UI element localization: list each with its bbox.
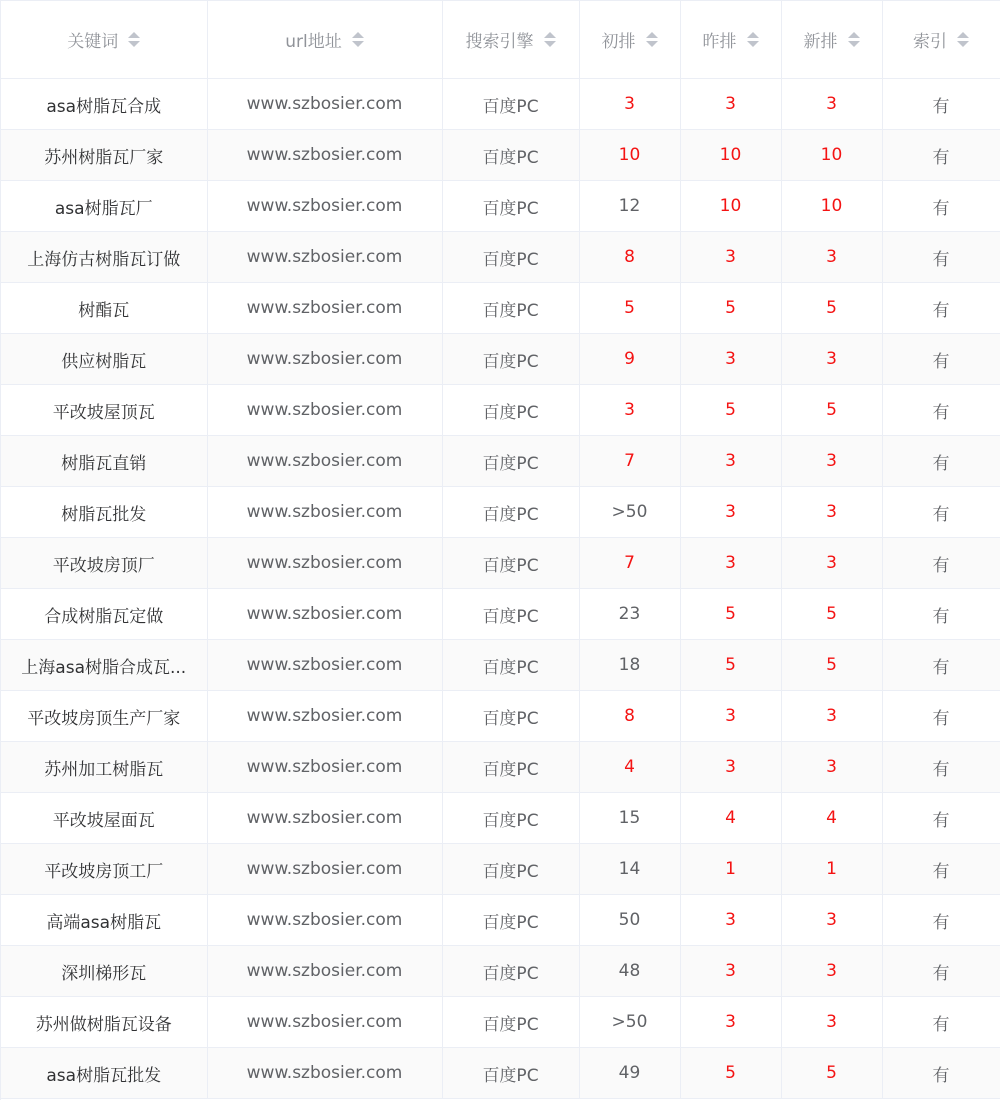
- cell-index: 有: [882, 1048, 1000, 1099]
- cell-engine: 百度PC: [442, 997, 579, 1048]
- cell-engine: 百度PC: [442, 1048, 579, 1099]
- column-header-initial-rank[interactable]: [579, 1, 680, 79]
- keyword-rank-table: [1, 1, 1000, 1099]
- cell-keyword: 平改坡房顶工厂: [1, 844, 207, 895]
- cell-url: www.szbosier.com: [207, 283, 442, 334]
- cell-initial-rank: 7: [579, 538, 680, 589]
- cell-keyword: 供应树脂瓦: [1, 334, 207, 385]
- cell-new-rank: 3: [781, 691, 882, 742]
- column-header-label: 索引: [913, 32, 947, 52]
- cell-yesterday-rank: 5: [680, 1048, 781, 1099]
- cell-initial-rank: 23: [579, 589, 680, 640]
- cell-initial-rank: 3: [579, 385, 680, 436]
- table-row: [1, 589, 1000, 640]
- cell-new-rank: 3: [781, 487, 882, 538]
- cell-new-rank: 3: [781, 436, 882, 487]
- cell-engine: 百度PC: [442, 538, 579, 589]
- table-row: [1, 181, 1000, 232]
- cell-keyword: 苏州加工树脂瓦: [1, 742, 207, 793]
- cell-keyword: 上海asa树脂合成瓦...: [1, 640, 207, 691]
- cell-initial-rank: >50: [579, 487, 680, 538]
- cell-index: 有: [882, 385, 1000, 436]
- table-row: [1, 640, 1000, 691]
- column-header-yesterday-rank[interactable]: [680, 1, 781, 79]
- cell-yesterday-rank: 3: [680, 742, 781, 793]
- column-header-keyword[interactable]: [1, 1, 207, 79]
- cell-initial-rank: 8: [579, 691, 680, 742]
- cell-new-rank: 1: [781, 844, 882, 895]
- cell-engine: 百度PC: [442, 130, 579, 181]
- cell-url: www.szbosier.com: [207, 895, 442, 946]
- table-row: [1, 232, 1000, 283]
- cell-url: www.szbosier.com: [207, 487, 442, 538]
- cell-keyword: 平改坡屋面瓦: [1, 793, 207, 844]
- cell-keyword: 树脂瓦直销: [1, 436, 207, 487]
- column-header-label: 关键词: [67, 32, 119, 52]
- cell-keyword: 深圳梯形瓦: [1, 946, 207, 997]
- cell-yesterday-rank: 5: [680, 283, 781, 334]
- cell-url: www.szbosier.com: [207, 385, 442, 436]
- table-header-row: [1, 1, 1000, 79]
- cell-engine: 百度PC: [442, 895, 579, 946]
- table-body: [1, 79, 1000, 1099]
- cell-initial-rank: 3: [579, 79, 680, 130]
- table-row: [1, 691, 1000, 742]
- cell-index: 有: [882, 487, 1000, 538]
- table-row: [1, 79, 1000, 130]
- cell-index: 有: [882, 538, 1000, 589]
- cell-index: 有: [882, 436, 1000, 487]
- cell-keyword: 苏州树脂瓦厂家: [1, 130, 207, 181]
- cell-new-rank: 3: [781, 742, 882, 793]
- cell-engine: 百度PC: [442, 385, 579, 436]
- cell-yesterday-rank: 3: [680, 538, 781, 589]
- cell-new-rank: 3: [781, 895, 882, 946]
- cell-yesterday-rank: 5: [680, 385, 781, 436]
- table-row: [1, 283, 1000, 334]
- column-header-index[interactable]: [882, 1, 1000, 79]
- cell-index: 有: [882, 895, 1000, 946]
- cell-url: www.szbosier.com: [207, 640, 442, 691]
- cell-new-rank: 10: [781, 130, 882, 181]
- cell-new-rank: 5: [781, 385, 882, 436]
- cell-new-rank: 3: [781, 997, 882, 1048]
- table-row: [1, 385, 1000, 436]
- column-header-label: 搜索引擎: [465, 32, 534, 52]
- cell-initial-rank: 4: [579, 742, 680, 793]
- cell-initial-rank: 49: [579, 1048, 680, 1099]
- cell-initial-rank: >50: [579, 997, 680, 1048]
- cell-keyword: asa树脂瓦厂: [1, 181, 207, 232]
- cell-initial-rank: 10: [579, 130, 680, 181]
- cell-yesterday-rank: 3: [680, 946, 781, 997]
- cell-yesterday-rank: 3: [680, 691, 781, 742]
- cell-yesterday-rank: 3: [680, 232, 781, 283]
- cell-engine: 百度PC: [442, 181, 579, 232]
- cell-engine: 百度PC: [442, 487, 579, 538]
- column-header-engine[interactable]: [442, 1, 579, 79]
- sort-icon[interactable]: [747, 32, 759, 47]
- cell-yesterday-rank: 3: [680, 334, 781, 385]
- cell-engine: 百度PC: [442, 691, 579, 742]
- cell-url: www.szbosier.com: [207, 232, 442, 283]
- cell-keyword: asa树脂瓦合成: [1, 79, 207, 130]
- cell-engine: 百度PC: [442, 283, 579, 334]
- cell-index: 有: [882, 691, 1000, 742]
- table-row: [1, 1048, 1000, 1099]
- cell-initial-rank: 9: [579, 334, 680, 385]
- cell-engine: 百度PC: [442, 436, 579, 487]
- cell-url: www.szbosier.com: [207, 742, 442, 793]
- cell-index: 有: [882, 232, 1000, 283]
- cell-initial-rank: 8: [579, 232, 680, 283]
- cell-url: www.szbosier.com: [207, 79, 442, 130]
- cell-engine: 百度PC: [442, 844, 579, 895]
- cell-keyword: asa树脂瓦批发: [1, 1048, 207, 1099]
- cell-keyword: 平改坡房顶厂: [1, 538, 207, 589]
- cell-url: www.szbosier.com: [207, 844, 442, 895]
- cell-initial-rank: 7: [579, 436, 680, 487]
- cell-url: www.szbosier.com: [207, 691, 442, 742]
- cell-url: www.szbosier.com: [207, 130, 442, 181]
- table-row: [1, 130, 1000, 181]
- cell-new-rank: 5: [781, 283, 882, 334]
- cell-keyword: 苏州做树脂瓦设备: [1, 997, 207, 1048]
- cell-yesterday-rank: 3: [680, 436, 781, 487]
- cell-keyword: 平改坡房顶生产厂家: [1, 691, 207, 742]
- cell-engine: 百度PC: [442, 334, 579, 385]
- cell-engine: 百度PC: [442, 793, 579, 844]
- cell-new-rank: 3: [781, 232, 882, 283]
- cell-index: 有: [882, 640, 1000, 691]
- column-header-new-rank[interactable]: [781, 1, 882, 79]
- cell-index: 有: [882, 181, 1000, 232]
- table-row: [1, 436, 1000, 487]
- cell-url: www.szbosier.com: [207, 997, 442, 1048]
- cell-initial-rank: 12: [579, 181, 680, 232]
- cell-url: www.szbosier.com: [207, 946, 442, 997]
- cell-initial-rank: 50: [579, 895, 680, 946]
- cell-keyword: 高端asa树脂瓦: [1, 895, 207, 946]
- table-row: [1, 742, 1000, 793]
- cell-yesterday-rank: 10: [680, 181, 781, 232]
- cell-keyword: 树酯瓦: [1, 283, 207, 334]
- cell-engine: 百度PC: [442, 232, 579, 283]
- cell-yesterday-rank: 3: [680, 997, 781, 1048]
- cell-index: 有: [882, 589, 1000, 640]
- cell-initial-rank: 14: [579, 844, 680, 895]
- cell-index: 有: [882, 79, 1000, 130]
- cell-initial-rank: 15: [579, 793, 680, 844]
- cell-url: www.szbosier.com: [207, 334, 442, 385]
- cell-keyword: 合成树脂瓦定做: [1, 589, 207, 640]
- column-header-label: 昨排: [702, 32, 737, 52]
- cell-initial-rank: 18: [579, 640, 680, 691]
- cell-yesterday-rank: 3: [680, 487, 781, 538]
- cell-new-rank: 3: [781, 538, 882, 589]
- table-row: [1, 334, 1000, 385]
- column-header-url[interactable]: [207, 1, 442, 79]
- cell-yesterday-rank: 3: [680, 895, 781, 946]
- cell-new-rank: 3: [781, 79, 882, 130]
- column-header-label: 新排: [803, 32, 838, 52]
- cell-keyword: 平改坡屋顶瓦: [1, 385, 207, 436]
- cell-engine: 百度PC: [442, 640, 579, 691]
- cell-engine: 百度PC: [442, 79, 579, 130]
- cell-engine: 百度PC: [442, 742, 579, 793]
- cell-new-rank: 3: [781, 946, 882, 997]
- table-row: [1, 844, 1000, 895]
- table-row: [1, 997, 1000, 1048]
- cell-engine: 百度PC: [442, 589, 579, 640]
- cell-new-rank: 3: [781, 334, 882, 385]
- cell-index: 有: [882, 130, 1000, 181]
- cell-keyword: 上海仿古树脂瓦订做: [1, 232, 207, 283]
- table-row: [1, 538, 1000, 589]
- cell-yesterday-rank: 1: [680, 844, 781, 895]
- table-row: [1, 487, 1000, 538]
- column-header-label: 初排: [601, 32, 636, 52]
- cell-url: www.szbosier.com: [207, 436, 442, 487]
- cell-yesterday-rank: 5: [680, 640, 781, 691]
- sort-icon[interactable]: [128, 32, 140, 47]
- cell-index: 有: [882, 742, 1000, 793]
- cell-new-rank: 10: [781, 181, 882, 232]
- table-row: [1, 895, 1000, 946]
- cell-new-rank: 5: [781, 589, 882, 640]
- cell-index: 有: [882, 334, 1000, 385]
- column-header-label: url地址: [285, 32, 342, 52]
- cell-url: www.szbosier.com: [207, 538, 442, 589]
- cell-initial-rank: 48: [579, 946, 680, 997]
- sort-icon[interactable]: [352, 32, 364, 47]
- table-row: [1, 946, 1000, 997]
- cell-index: 有: [882, 793, 1000, 844]
- sort-icon[interactable]: [848, 32, 860, 47]
- sort-icon[interactable]: [957, 32, 969, 47]
- cell-index: 有: [882, 997, 1000, 1048]
- table-row: [1, 793, 1000, 844]
- cell-url: www.szbosier.com: [207, 1048, 442, 1099]
- sort-icon[interactable]: [544, 32, 556, 47]
- cell-index: 有: [882, 946, 1000, 997]
- cell-index: 有: [882, 283, 1000, 334]
- cell-engine: 百度PC: [442, 946, 579, 997]
- cell-index: 有: [882, 844, 1000, 895]
- cell-url: www.szbosier.com: [207, 181, 442, 232]
- cell-yesterday-rank: 10: [680, 130, 781, 181]
- cell-new-rank: 5: [781, 640, 882, 691]
- cell-initial-rank: 5: [579, 283, 680, 334]
- cell-yesterday-rank: 5: [680, 589, 781, 640]
- cell-yesterday-rank: 4: [680, 793, 781, 844]
- cell-keyword: 树脂瓦批发: [1, 487, 207, 538]
- cell-url: www.szbosier.com: [207, 793, 442, 844]
- cell-new-rank: 4: [781, 793, 882, 844]
- cell-url: www.szbosier.com: [207, 589, 442, 640]
- sort-icon[interactable]: [646, 32, 658, 47]
- cell-yesterday-rank: 3: [680, 79, 781, 130]
- cell-new-rank: 5: [781, 1048, 882, 1099]
